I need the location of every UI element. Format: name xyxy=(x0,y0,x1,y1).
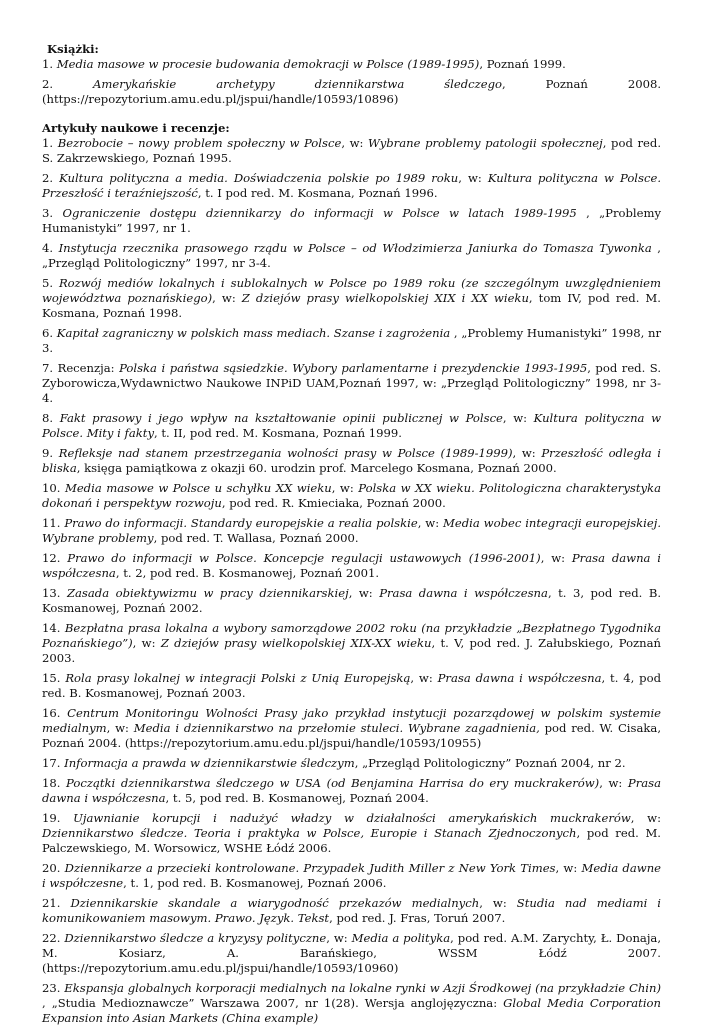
item-number: 1. xyxy=(42,57,54,71)
list-item xyxy=(42,276,661,321)
books-heading: Książki: xyxy=(47,42,99,56)
list-item xyxy=(42,621,661,666)
item-number: 23. xyxy=(42,981,61,995)
item-title: Ograniczenie dostępu dziennikarzy do informacji w Polsce w latach 1989-1995 xyxy=(62,206,577,220)
item-details: , pod red. R. Kmieciaka, Poznań 2000. xyxy=(221,496,446,510)
section-spacer xyxy=(42,107,661,121)
item-details: , pod red. T. Wallasa, Poznań 2000. xyxy=(153,531,359,545)
item-source: Z dziejów prasy wielkopolskiej XIX i XX wieku xyxy=(241,291,529,305)
item-details: , t. 2, pod red. B. Kosmanowej, Poznań 2001. xyxy=(115,566,380,580)
item-number: 6. xyxy=(42,326,54,340)
item-connector: , „Studia Medioznawcze” Warszawa 2007, nr 1(28). Wersja anglojęzyczna: xyxy=(42,996,504,1010)
item-connector: , w: xyxy=(555,861,582,875)
item-source: Polska w XX wieku. Politologiczna charakterystyka dokonań i perspektyw rozwoju xyxy=(42,481,661,510)
item-title: Prawo do informacji w Polsce. Koncepcje regulacji ustawowych (1996-2001) xyxy=(67,551,541,565)
item-number: 22. xyxy=(42,931,61,945)
item-source: Global Media Corporation Expansion into Asian Markets (China example) xyxy=(42,996,661,1025)
item-title: Rola prasy lokalnej w integracji Polski z Unią Europejską xyxy=(65,671,411,685)
item-number: 21. xyxy=(42,896,61,910)
item-number: 5. xyxy=(42,276,54,290)
list-item xyxy=(42,77,661,107)
item-number: 9. xyxy=(42,446,54,460)
item-details: , pod red. J. Fras, Toruń 2007. xyxy=(329,911,506,925)
item-connector: , w: xyxy=(417,516,444,530)
item-source: Przeszłość odległa i bliska xyxy=(42,446,661,475)
item-connector: , w: xyxy=(212,291,242,305)
item-source: Prasa dawna i współczesna xyxy=(437,671,602,685)
list-item xyxy=(42,931,661,976)
item-connector: , w: xyxy=(326,931,352,945)
item-title: Początki dziennikarstwa śledczego w USA (od Benjamina Harrisa do ery muckrakerów) xyxy=(66,776,600,790)
list-item xyxy=(42,241,661,271)
item-connector: , w: xyxy=(599,776,628,790)
articles-heading: Artykuły naukowe i recenzje: xyxy=(42,121,230,135)
item-details: , t. II, pod red. M. Kosmana, Poznań 1999. xyxy=(154,426,402,440)
item-connector: , w: xyxy=(540,551,572,565)
item-source: Prasa dawna i współczesna xyxy=(42,776,662,805)
item-source: Z dziejów prasy wielkopolskiej XIX-XX wieku xyxy=(160,636,432,650)
item-number: 8. xyxy=(42,411,54,425)
item-connector: , „Przegląd Politologiczny” Poznań 2004, nr 2. xyxy=(354,756,626,770)
item-title: Dziennikarstwo śledcze a kryzysy polityczne xyxy=(64,931,327,945)
item-title: Dziennikarze a przecieki kontrolowane. Przypadek Judith Miller z New York Times xyxy=(64,861,556,875)
list-item xyxy=(42,481,661,511)
list-item xyxy=(42,361,661,406)
item-connector: , w: xyxy=(630,811,662,825)
list-item xyxy=(42,896,661,926)
item-connector: , w: xyxy=(341,136,369,150)
list-item xyxy=(42,136,661,166)
item-details: , pod red. M. Palczewskiego, M. Worsowicz, WSHE Łódź 2006. xyxy=(42,826,661,855)
item-details: , Poznań 2008. (https://repozytorium.amu.edu.pl/jspui/handle/10593/10896) xyxy=(42,77,662,106)
item-connector: , „Problemy Humanistyki” 1997, nr 1. xyxy=(42,206,662,235)
list-item xyxy=(42,411,661,441)
item-title: Rozwój mediów lokalnych i sublokalnych w Polsce po 1989 roku (ze szczególnym uwzględnieniem województwa poznańskiego) xyxy=(42,276,662,305)
list-item xyxy=(42,551,661,581)
list-item xyxy=(42,171,661,201)
item-details: , t. 1, pod red. B. Kosmanowej, Poznań 2006. xyxy=(123,876,387,890)
item-number: 11. xyxy=(42,516,61,530)
list-item xyxy=(42,446,661,476)
list-item xyxy=(42,671,661,701)
list-item xyxy=(42,861,661,891)
list-item xyxy=(42,57,661,72)
item-details: , Poznań 1999. xyxy=(479,57,566,71)
item-connector: , w: xyxy=(132,636,161,650)
item-source: Kultura polityczna w Polsce. Mity i fakty xyxy=(42,411,661,440)
list-item xyxy=(42,756,661,771)
item-title: Ujawnianie korupcji i nadużyć władzy w działalności amerykańskich muckrakerów xyxy=(73,811,631,825)
item-title: Centrum Monitoringu Wolności Prasy jako przykład instytucji pozarządowej w polskim systemie medialnym xyxy=(42,706,662,735)
item-number: 14. xyxy=(42,621,61,635)
item-title: Refleksje nad stanem przestrzegania wolności prasy w Polsce (1989-1999) xyxy=(58,446,513,460)
item-number: 18. xyxy=(42,776,61,790)
item-number: 16. xyxy=(42,706,61,720)
item-details: , pod red. S. Zyborowicza,Wydawnictwo Naukowe INPiD UAM,Poznań 1997, w: „Przegląd Politologiczny” 1998, nr 3-4. xyxy=(42,361,662,405)
item-number: 1. xyxy=(42,136,54,150)
articles-list xyxy=(42,136,661,1026)
item-number: 15. xyxy=(42,671,61,685)
item-source: Studia nad mediami i komunikowaniem masowym. Prawo. Język. Tekst xyxy=(42,896,662,925)
list-item xyxy=(42,706,661,751)
item-title: Bezrobocie – nowy problem społeczny w Polsce xyxy=(57,136,342,150)
list-item xyxy=(42,811,661,856)
item-source: Wybrane problemy patologii społecznej xyxy=(368,136,603,150)
item-details: , pod red. S. Zakrzewskiego, Poznań 1995. xyxy=(42,136,662,165)
item-number: 2. xyxy=(42,77,54,91)
item-connector: , w: xyxy=(348,586,380,600)
item-source: Media i dziennikarstwo na przełomie stuleci. Wybrane zagadnienia, xyxy=(133,721,540,735)
list-item xyxy=(42,206,661,236)
item-connector: , w: xyxy=(331,481,359,495)
item-number: 3. xyxy=(42,206,54,220)
item-details: , księga pamiątkowa z okazji 60. urodzin prof. Marcelego Kosmana, Poznań 2000. xyxy=(76,461,557,475)
item-details: , t. 3, pod red. B. Kosmanowej, Poznań 2002. xyxy=(42,586,662,615)
item-title: Ekspansja globalnych korporacji medialnych na lokalne rynki w Azji Środkowej (na przykładzie Chin) xyxy=(64,981,661,995)
item-connector: Recenzja: xyxy=(57,361,120,375)
item-number: 7. xyxy=(42,361,54,375)
item-connector: , w: xyxy=(512,446,542,460)
item-connector: , „Przegląd Politologiczny” 1997, nr 3-4. xyxy=(42,241,661,270)
item-connector: , w: xyxy=(106,721,134,735)
item-title: Instytucja rzecznika prasowego rządu w Polsce – od Włodzimierza Janiurka do Tomasza Tywonka xyxy=(58,241,652,255)
item-number: 12. xyxy=(42,551,61,565)
item-number: 20. xyxy=(42,861,61,875)
item-details: , t. I pod red. M. Kosmana, Poznań 1996. xyxy=(197,186,438,200)
item-title: Fakt prasowy i jego wpływ na kształtowanie opinii publicznej w Polsce xyxy=(59,411,503,425)
item-source: Dziennikarstwo śledcze. Teoria i praktyka w Polsce, Europie i Stanach Zjednoczonych xyxy=(42,826,577,840)
item-connector: , „Problemy Humanistyki” 1998, nr 3. xyxy=(42,326,661,355)
item-number: 10. xyxy=(42,481,61,495)
list-item xyxy=(42,776,661,806)
books-list xyxy=(42,57,661,107)
item-title: Prawo do informacji. Standardy europejskie a realia polskie xyxy=(64,516,418,530)
item-title: Bezpłatna prasa lokalna a wybory samorządowe 2002 roku (na przykładzie „Bezpłatnego Tygodnika Poznańskiego”) xyxy=(42,621,662,650)
item-details: , tom IV, pod red. M. Kosmana, Poznań 1998. xyxy=(42,291,661,320)
item-title: Zasada obiektywizmu w pracy dziennikarskiej xyxy=(66,586,349,600)
list-item xyxy=(42,586,661,616)
item-source: Media a polityka xyxy=(351,931,451,945)
item-source: Media dawne i współczesne xyxy=(42,861,662,890)
item-details: , t. 4, pod red. B. Kosmanowej, Poznań 2003. xyxy=(42,671,662,700)
item-source: Kultura polityczna w Polsce. Przeszłość i teraźniejszość xyxy=(42,171,661,200)
item-connector: , w: xyxy=(458,171,488,185)
item-number: 4. xyxy=(42,241,54,255)
item-connector: , w: xyxy=(479,896,517,910)
item-number: 2. xyxy=(42,171,54,185)
item-title: Media masowe w Polsce u schyłku XX wieku xyxy=(64,481,332,495)
item-details: , pod red. A.M. Zarychty, Ł. Donaja, M. Kosiarz, A. Barańskiego, WSSM Łódź 2007. (https://repozytorium.amu.edu.pl/jspui/handle/10593/10960) xyxy=(42,931,662,975)
item-number: 19. xyxy=(42,811,61,825)
item-title: Amerykańskie archetypy dziennikarstwa śledczego xyxy=(93,77,502,91)
list-item xyxy=(42,326,661,356)
item-title: Kapitał zagraniczny w polskich mass mediach. Szanse i zagrożenia xyxy=(56,326,451,340)
item-details: pod red. W. Cisaka, Poznań 2004. (https://repozytorium.amu.edu.pl/jspui/handle/10593/10955) xyxy=(42,721,662,750)
list-item xyxy=(42,981,661,1026)
item-details: , t. V, pod red. J. Załubskiego, Poznań 2003. xyxy=(42,636,662,665)
item-source: Media wobec integracji europejskiej. Wybrane problemy xyxy=(42,516,662,545)
item-title: Media masowe w procesie budowania demokracji w Polsce (1989-1995) xyxy=(56,57,480,71)
item-number: 17. xyxy=(42,756,61,770)
item-title: Informacja a prawda w dziennikarstwie śledczym xyxy=(64,756,355,770)
item-connector: , w: xyxy=(502,411,534,425)
item-title: Dziennikarskie skandale a wiarygodność przekazów medialnych xyxy=(70,896,480,910)
item-details: , t. 5, pod red. B. Kosmanowej, Poznań 2004. xyxy=(165,791,429,805)
item-source: Polska i państwa sąsiedzkie. Wybory parlamentarne i prezydenckie 1993-1995 xyxy=(119,361,588,375)
item-source: Prasa dawna i współczesna xyxy=(379,586,548,600)
list-item xyxy=(42,516,661,546)
item-source: Prasa dawna i współczesna xyxy=(42,551,662,580)
item-number: 13. xyxy=(42,586,61,600)
item-title: Kultura polityczna a media. Doświadczenia polskie po 1989 roku xyxy=(59,171,459,185)
item-connector: , w: xyxy=(410,671,438,685)
